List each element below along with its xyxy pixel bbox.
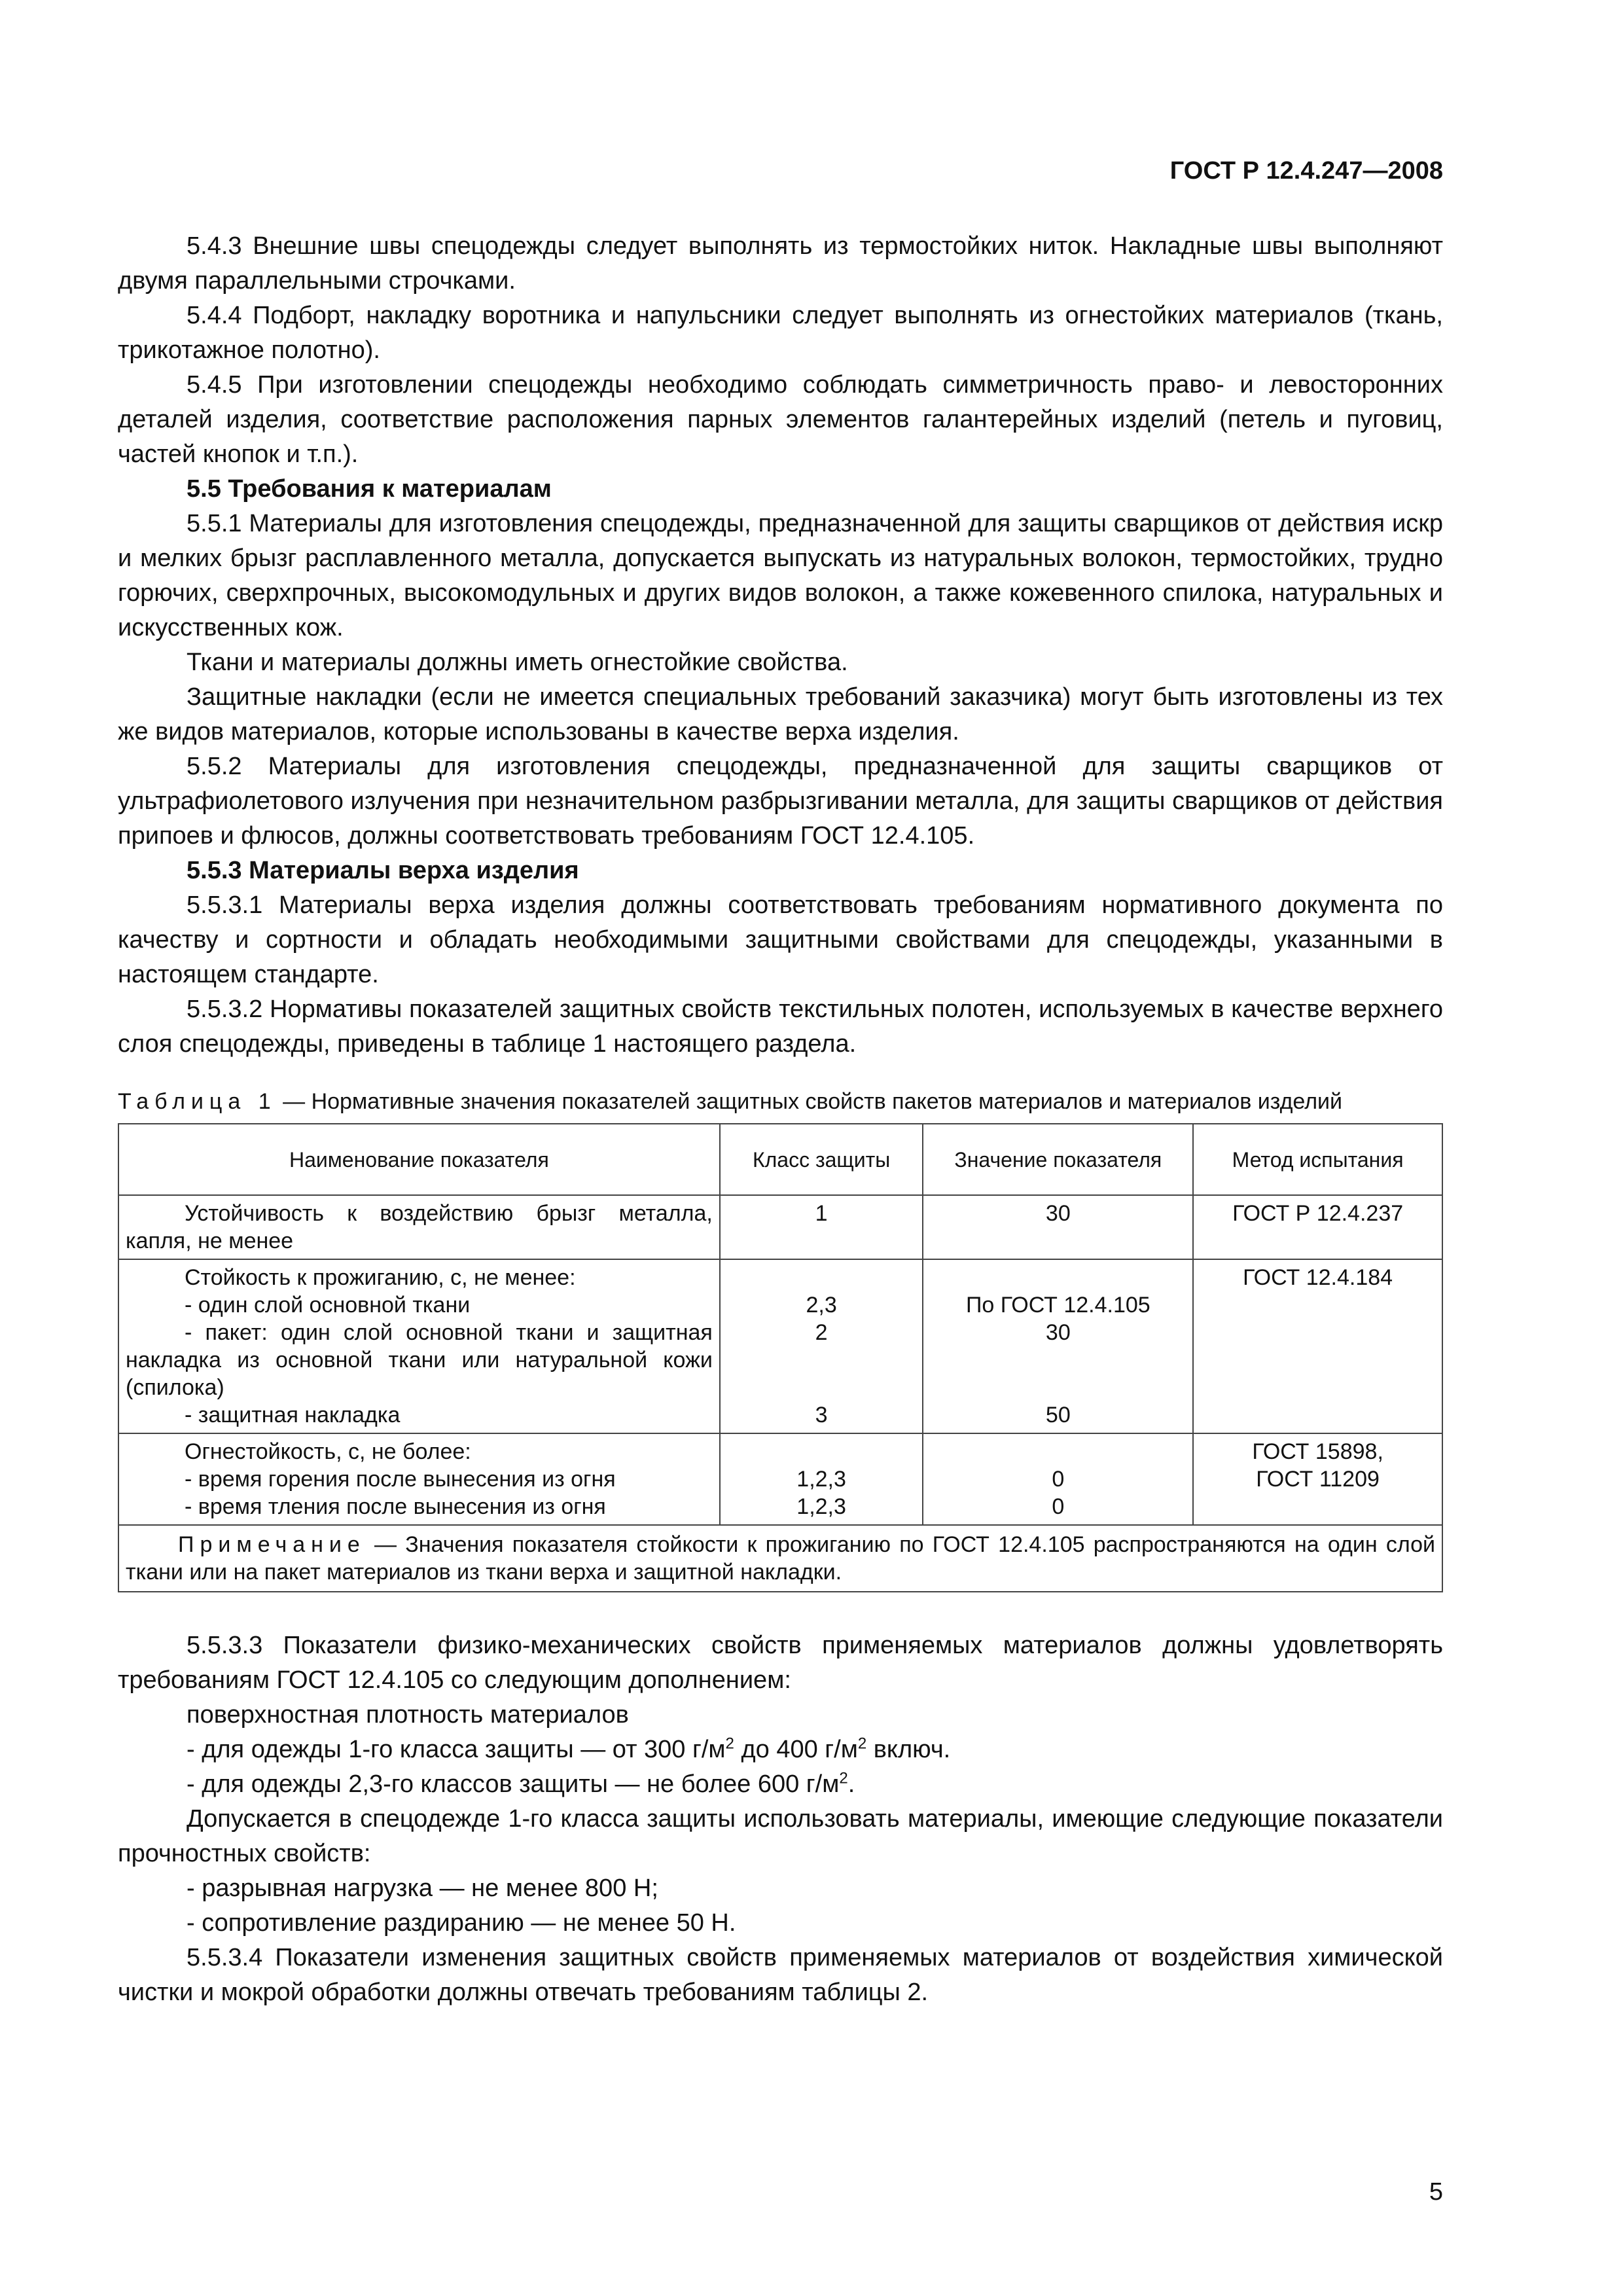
paragraph: Ткани и материалы должны иметь огнестойкие свойства. — [187, 649, 848, 676]
cell-text: 50 — [1045, 1403, 1071, 1427]
cell-text: 2,3 — [806, 1293, 837, 1318]
table-header-cell: Значение показателя — [923, 1124, 1193, 1195]
list-text: до 400 г/м — [734, 1736, 858, 1763]
table-cell — [1193, 1433, 1442, 1525]
cell-text: 1,2,3 — [796, 1494, 846, 1519]
page-number: 5 — [1429, 2178, 1443, 2206]
list-item — [118, 1767, 1443, 1802]
paragraph: 5.4.4 Подборт, накладку воротника и напульсники следует выполнять из огнестойких материалов (ткань, трикотажное полотно). — [118, 302, 1443, 364]
cell-text: - время горения после вынесения из огня — [185, 1467, 616, 1492]
table-cell — [923, 1259, 1193, 1433]
table-cell — [118, 1433, 720, 1525]
paragraph: 5.5.3.1 Материалы верха изделия должны соответствовать требованиям нормативного документа по качеству и сортности и обладать необходимыми защитными свойствами для спецодежды, указанными в настоящем стандарте. — [118, 891, 1443, 988]
paragraph: 5.5.1 Материалы для изготовления спецодежды, предназначенной для защиты сварщиков от действия искр и мелких брызг расплавленного металла, допускается выпускать из натуральных волокон, термостойких, трудно горючих, сверхпрочных, высокомодульных и других видов волокон, а также кожевенного спилока, натуральных и искусственных кож. — [118, 510, 1443, 641]
cell-text: Стойкость к прожиганию, с, не менее: — [185, 1265, 576, 1290]
table-caption — [118, 1088, 1443, 1115]
list-text: . — [847, 1770, 855, 1798]
list-text: - для одежды 1-го класса защиты — от 300 г/м — [187, 1736, 726, 1763]
paragraph: 5.5.3.3 Показатели физико-механических свойств применяемых материалов должны удовлетворять требованиям ГОСТ 12.4.105 со следующим дополнением: — [118, 1632, 1443, 1694]
cell-text: По ГОСТ 12.4.105 — [965, 1293, 1150, 1318]
table-caption-text: — Нормативные значения показателей защитных свойств пакетов материалов и материалов изделий — [276, 1089, 1343, 1114]
table-cell — [118, 1195, 720, 1259]
table-note-text: — Значения показателя стойкости к прожиганию по ГОСТ 12.4.105 распространяются на один слой ткани или на пакет материалов из ткани верха и защитной накладки. — [126, 1532, 1435, 1585]
after-table-text — [118, 1628, 1443, 2010]
table-cell: ГОСТ Р 12.4.237 — [1193, 1195, 1442, 1259]
cell-text: 2 — [815, 1320, 828, 1345]
cell-text: 30 — [1045, 1320, 1071, 1345]
cell-text: 1,2,3 — [796, 1467, 846, 1492]
list-text: включ. — [866, 1736, 951, 1763]
superscript: 2 — [857, 1734, 867, 1753]
cell-text: - пакет: один слой основной ткани и защитная накладка из основной ткани или натуральной кожи (спилока) — [126, 1320, 713, 1400]
cell-text: 3 — [815, 1403, 828, 1427]
table-header-cell: Класс защиты — [720, 1124, 923, 1195]
table-row — [118, 1259, 1442, 1433]
table-note-label: Примечание — [178, 1532, 366, 1557]
cell-text: - один слой основной ткани — [185, 1293, 471, 1318]
section-heading: 5.5.3 Материалы верха изделия — [187, 857, 579, 884]
cell-text: 0 — [1052, 1494, 1065, 1519]
cell-text: - защитная накладка — [185, 1403, 401, 1427]
paragraph: Допускается в спецодежде 1-го класса защиты использовать материалы, имеющие следующие показатели прочностных свойств: — [118, 1805, 1443, 1867]
table-header-row — [118, 1124, 1442, 1195]
table-header-cell: Метод испытания — [1193, 1124, 1442, 1195]
paragraph: поверхностная плотность материалов — [187, 1701, 629, 1729]
cell-text: ГОСТ 15898, — [1252, 1439, 1383, 1464]
cell-text: - время тления после вынесения из огня — [185, 1494, 606, 1519]
table-row — [118, 1433, 1442, 1525]
section-heading: 5.5 Требования к материалам — [187, 475, 552, 503]
table-cell — [923, 1433, 1193, 1525]
paragraph: Защитные накладки (если не имеется специальных требований заказчика) могут быть изготовлены из тех же видов материалов, которые использованы в качестве верха изделия. — [118, 683, 1443, 745]
paragraph: 5.4.3 Внешние швы спецодежды следует выполнять из термостойких ниток. Накладные швы выполняют двумя параллельными строчками. — [118, 232, 1443, 295]
cell-text: Огнестойкость, с, не более: — [185, 1439, 471, 1464]
cell-text: 0 — [1052, 1467, 1065, 1492]
superscript: 2 — [839, 1769, 848, 1787]
table-header-cell: Наименование показателя — [118, 1124, 720, 1195]
paragraph: 5.4.5 При изготовлении спецодежды необходимо соблюдать симметричность право- и левосторонних деталей изделия, соответствие расположения парных элементов галантерейных изделий (петель и пуговиц, частей кнопок и т.п.). — [118, 371, 1443, 468]
properties-table — [118, 1123, 1443, 1592]
list-text: - для одежды 2,3-го классов защиты — не более 600 г/м — [187, 1770, 840, 1798]
table-note-row — [118, 1525, 1442, 1592]
table-cell: 1 — [720, 1195, 923, 1259]
document-body — [118, 229, 1443, 2010]
list-item: - разрывная нагрузка — не менее 800 Н; — [187, 1874, 658, 1902]
cell-text: ГОСТ 11209 — [1256, 1467, 1380, 1492]
paragraph: 5.5.3.2 Нормативы показателей защитных свойств текстильных полотен, используемых в качестве верхнего слоя спецодежды, приведены в таблице 1 настоящего раздела. — [118, 996, 1443, 1058]
document-code: ГОСТ Р 12.4.247—2008 — [1169, 157, 1443, 185]
list-item: - сопротивление раздиранию — не менее 50 Н. — [187, 1909, 736, 1937]
table-cell: ГОСТ 12.4.184 — [1193, 1259, 1442, 1433]
table-row — [118, 1195, 1442, 1259]
table-cell — [720, 1433, 923, 1525]
cell-text: Устойчивость к воздействию брызг металла, капля, не менее — [126, 1201, 713, 1253]
table-cell — [118, 1259, 720, 1433]
table-caption-label: Таблица 1 — [118, 1089, 277, 1114]
table-note — [118, 1525, 1442, 1592]
paragraph: 5.5.3.4 Показатели изменения защитных свойств применяемых материалов от воздействия химической чистки и мокрой обработки должны отвечать требованиям таблицы 2. — [118, 1944, 1443, 2006]
table-cell: 30 — [923, 1195, 1193, 1259]
superscript: 2 — [725, 1734, 734, 1753]
paragraph: 5.5.2 Материалы для изготовления спецодежды, предназначенной для защиты сварщиков от ультрафиолетового излучения при незначительном разбрызгивании металла, для защиты сварщиков от действия припоев и флюсов, должны соответствовать требованиям ГОСТ 12.4.105. — [118, 753, 1443, 850]
list-item — [118, 1732, 1443, 1767]
table-cell — [720, 1259, 923, 1433]
